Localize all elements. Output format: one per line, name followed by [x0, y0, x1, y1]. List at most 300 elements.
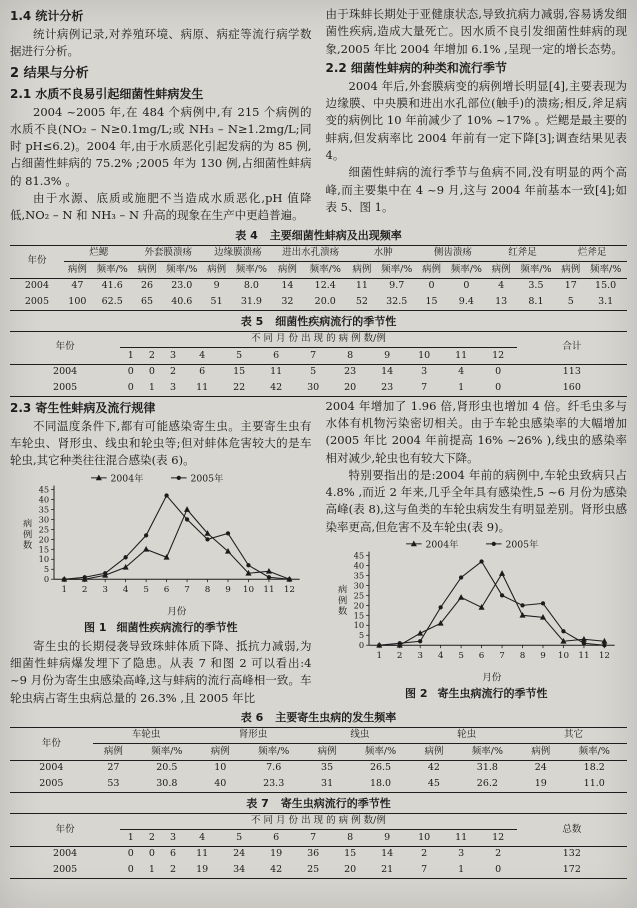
x-tick-label: 1 [376, 650, 383, 661]
value-cell: 0 [463, 280, 470, 292]
sub-column-header: 频率/% [160, 262, 203, 279]
figure1-caption [10, 621, 312, 635]
value-cell: 0 [148, 366, 155, 378]
y-tick-label: 40 [38, 493, 49, 504]
paragraph-2-3-a: 不同温度条件下,都有可能感染寄生虫。主要寄生虫有车轮虫、肾形虫、线虫和轮虫等;但对蚌体危害较大的是车轮虫,其它种类往往混合感染(表 6)。 [10, 418, 312, 468]
paragraph-2-1-a: 2004 ~2005 年,在 484 个病例中,有 215 个病例的水质不良(NO₂ – N≥0.1mg/L;或 NH₃ – N≥1.2mg/L;同时 pH≤6.2)。2004 年,由于水质恶化引起发病的为 85 例,占细菌性蚌病的 75.2% ;2005 年为 130 例,占细菌性蚌病的 81.3% 。 [10, 104, 312, 188]
x-tick-label: 10 [557, 650, 570, 661]
figure2-caption [326, 687, 628, 701]
dot-marker [602, 643, 606, 647]
year-column-header: 年份 [10, 727, 93, 760]
value-cell: 22 [233, 381, 246, 393]
triangle-marker [458, 594, 464, 600]
value-cell: 32 [281, 295, 294, 307]
sub-column-header: 病例 [64, 262, 91, 279]
dot-marker [582, 641, 586, 645]
value-cell: 19 [534, 777, 547, 789]
month-column-header: 7 [295, 348, 332, 365]
dot-marker [561, 629, 565, 633]
value-cell: 25 [307, 863, 320, 875]
value-cell: 2 [495, 848, 502, 860]
table6 [10, 727, 627, 793]
value-cell: 15 [344, 848, 357, 860]
value-cell: 11.0 [583, 777, 605, 789]
group-header-row [10, 245, 627, 262]
y-tick-label: 20 [38, 533, 49, 544]
x-tick-label: 2 [81, 584, 88, 595]
x-tick-label: 2 [396, 650, 403, 661]
value-cell: 1 [148, 381, 155, 393]
value-cell: 6 [199, 366, 206, 378]
month-column-header: 11 [443, 830, 480, 847]
value-cell: 31.8 [476, 762, 498, 774]
month-column-header: 4 [184, 830, 221, 847]
y-tick-label: 20 [353, 600, 365, 611]
group-header: 轮虫 [413, 727, 520, 744]
dot-marker [266, 575, 270, 579]
table6-caption [10, 711, 627, 725]
month-column-header: 12 [480, 830, 517, 847]
section-2-3-heading: 2.3 寄生性蚌病及流行规律 [10, 400, 156, 415]
value-cell: 2 [170, 863, 177, 875]
value-cell: 20.0 [314, 295, 336, 307]
table-row [10, 846, 627, 862]
table4-caption [10, 229, 627, 243]
table5-caption [10, 315, 627, 329]
figure2-caption-title: 寄生虫病流行的季节性 [437, 687, 548, 701]
value-cell: 18.2 [583, 762, 605, 774]
x-tick-label: 3 [101, 584, 108, 595]
triangle-marker [265, 568, 271, 574]
x-tick-label: 11 [578, 650, 590, 661]
table-header [10, 813, 627, 846]
value-cell: 62.5 [101, 295, 123, 307]
value-cell: 1 [148, 863, 155, 875]
dot-marker [492, 542, 496, 546]
x-tick-label: 12 [598, 650, 611, 661]
left-column-middle [10, 398, 312, 707]
sub-column-header: 病例 [557, 262, 584, 279]
y-axis-title: 病 [22, 518, 32, 530]
paragraph-1-4: 统计病例记录,对养殖环境、病原、病症等流行病学数据进行分析。 [10, 27, 312, 59]
value-cell: 11 [196, 381, 209, 393]
sub-header-row [10, 262, 627, 279]
group-header: 红斧足 [488, 245, 558, 262]
sub-column-header: 频率/% [134, 744, 199, 761]
triangle-marker [499, 570, 505, 576]
group-header: 烂鳃 [64, 245, 134, 262]
sub-column-header: 频率/% [241, 744, 306, 761]
x-tick-label: 7 [499, 650, 505, 661]
table6-caption-title: 主要寄生虫病的发生频率 [275, 710, 397, 724]
sub-column-header: 频率/% [515, 262, 558, 279]
paragraph-2-3-b: 寄生虫的长期侵袭导致珠蚌体质下降、抵抗力减弱,为细菌性蚌病爆发埋下了隐患。从表 7 和图 2 可以看出:4 ~9 月份为寄生虫感染高峰,这与蚌病的流行高峰相一致。车轮虫病占寄生虫病总量的 26.3% ,且 2005 年比 [10, 638, 312, 705]
month-column-header: 3 [163, 348, 184, 365]
month-column-header: 5 [221, 348, 258, 365]
year-cell: 2004 [53, 848, 78, 860]
month-column-header: 1 [120, 348, 141, 365]
value-cell: 5 [567, 295, 574, 307]
y-tick-label: 0 [358, 640, 365, 651]
value-cell: 26.2 [476, 777, 498, 789]
table7-caption-label: 表 7 [246, 796, 269, 810]
value-cell: 12.4 [314, 280, 336, 292]
table-row [10, 380, 627, 396]
group-header-row [10, 813, 627, 830]
value-cell: 26.5 [369, 762, 392, 774]
legend-label: 2005年 [189, 472, 223, 484]
table5 [10, 331, 627, 397]
total-cell: 132 [562, 848, 581, 860]
value-cell: 20.5 [156, 762, 178, 774]
sub-column-header: 频率/% [91, 262, 134, 279]
value-cell: 30 [307, 381, 320, 393]
year-cell: 2004 [24, 280, 50, 292]
sub-column-header: 病例 [418, 262, 445, 279]
x-tick-label: 3 [417, 650, 423, 661]
value-cell: 11 [355, 280, 368, 292]
year-cell: 2005 [39, 777, 64, 789]
x-tick-label: 11 [262, 584, 275, 595]
y-axis-title: 数 [22, 539, 32, 551]
value-cell: 3.5 [528, 280, 544, 292]
sub-column-header: 频率/% [445, 262, 488, 279]
group-header-row [10, 727, 627, 744]
x-tick-label: 12 [283, 584, 295, 595]
y-tick-label: 25 [353, 590, 365, 601]
dot-marker [459, 575, 463, 579]
paragraph-2-1-b: 由于水源、底质或施肥不当造成水质恶化,pH 值降低,NO₂ – N 和 NH₃ – N 升高的现象在生产中更趋普遍。 [10, 191, 312, 223]
value-cell: 19 [196, 863, 209, 875]
sub-column-header: 病例 [520, 744, 561, 761]
table5-caption-title: 细菌性疾病流行的季节性 [275, 314, 397, 328]
sub-header-row [10, 744, 627, 761]
x-tick-label: 6 [478, 650, 485, 661]
value-cell: 30.8 [156, 777, 178, 789]
group-header-row [10, 331, 627, 348]
value-cell: 19 [270, 848, 283, 860]
table-row [10, 776, 627, 792]
x-tick-label: 4 [437, 650, 444, 661]
value-cell: 65 [140, 295, 154, 307]
table4 [10, 245, 627, 311]
table4-caption-title: 主要细菌性蚌病及出现频率 [269, 228, 402, 242]
value-cell: 47 [71, 280, 84, 292]
table-row [10, 278, 627, 294]
table-header [10, 331, 627, 364]
sub-column-header: 频率/% [455, 744, 520, 761]
value-cell: 3 [421, 366, 428, 378]
month-column-header: 8 [332, 830, 369, 847]
figure2 [326, 538, 628, 701]
figure2-caption-label: 图 2 [405, 687, 428, 701]
month-column-header: 3 [163, 830, 184, 847]
left-column-top [10, 6, 312, 225]
value-cell: 40 [214, 777, 227, 789]
y-tick-label: 5 [358, 630, 365, 641]
x-tick-label: 5 [458, 650, 464, 661]
right-column-top [326, 6, 628, 225]
value-cell: 0 [127, 366, 134, 378]
triangle-marker [520, 612, 526, 618]
y-tick-label: 15 [353, 610, 365, 621]
table7-caption-title: 寄生虫病流行的季节性 [280, 796, 391, 810]
x-tick-label: 10 [242, 584, 254, 595]
months-group-header: 不 同 月 份 出 现 的 病 例 数/例 [120, 813, 516, 830]
value-cell: 100 [68, 295, 87, 307]
sub-column-header: 病例 [488, 262, 515, 279]
dot-marker [541, 601, 545, 605]
year-cell: 2005 [24, 295, 50, 307]
dot-marker [205, 537, 209, 541]
section-1-4-heading: 1.4 统计分析 [10, 9, 84, 23]
x-tick-label: 9 [540, 650, 546, 661]
y-axis-title: 例 [338, 595, 348, 607]
value-cell: 13 [495, 295, 508, 307]
table4-caption-label: 表 4 [235, 228, 258, 242]
year-cell: 2004 [53, 366, 78, 378]
table-body [10, 278, 627, 310]
table-body [10, 760, 627, 792]
x-tick-label: 1 [60, 584, 67, 595]
value-cell: 42 [270, 381, 283, 393]
legend-label: 2004年 [110, 472, 143, 484]
y-tick-label: 35 [353, 570, 365, 581]
dot-marker [103, 571, 107, 575]
value-cell: 24 [534, 762, 547, 774]
value-cell: 15 [425, 295, 438, 307]
series-line-2005年 [64, 495, 289, 579]
value-cell: 1 [458, 381, 465, 393]
value-cell: 3.1 [598, 295, 614, 307]
dot-marker [176, 475, 180, 479]
table-body [10, 846, 627, 878]
value-cell: 0 [127, 863, 134, 875]
table6-caption-label: 表 6 [240, 710, 264, 724]
value-cell: 2 [421, 848, 428, 860]
value-cell: 8.1 [528, 295, 544, 307]
figure1-caption-label: 图 1 [84, 620, 107, 634]
value-cell: 3 [458, 848, 465, 860]
value-cell: 4 [458, 366, 465, 378]
table7 [10, 813, 627, 879]
sub-column-header: 病例 [93, 744, 134, 761]
x-tick-label: 4 [122, 584, 128, 595]
total-column-header: 总数 [517, 813, 627, 846]
dot-marker [377, 643, 381, 647]
right-column-middle [326, 398, 628, 707]
dot-marker [398, 641, 402, 645]
group-header: 外套膜溃疡 [134, 245, 204, 262]
y-tick-label: 30 [353, 580, 365, 591]
value-cell: 14 [281, 280, 294, 292]
figure2-chart [330, 538, 622, 686]
month-column-header: 12 [480, 348, 517, 365]
month-column-header: 2 [141, 830, 162, 847]
table-header [10, 245, 627, 278]
value-cell: 42 [270, 863, 283, 875]
value-cell: 7 [421, 863, 428, 875]
value-cell: 5 [310, 366, 317, 378]
value-cell: 15.0 [595, 280, 617, 292]
sub-column-header: 病例 [273, 262, 302, 279]
month-column-header: 10 [406, 348, 443, 365]
value-cell: 32.5 [386, 295, 408, 307]
months-group-header: 不 同 月 份 出 现 的 病 例 数/例 [120, 331, 516, 348]
section-2-2-heading: 2.2 细菌性蚌病的种类和流行季节 [325, 60, 507, 75]
value-cell: 31 [321, 777, 334, 789]
x-tick-label: 7 [183, 584, 190, 595]
figure1 [10, 472, 312, 635]
triangle-marker [581, 636, 587, 642]
value-cell: 2 [170, 366, 177, 378]
triangle-marker [411, 541, 417, 547]
y-axis-title: 数 [338, 606, 348, 618]
total-cell: 113 [562, 366, 581, 378]
total-column-header: 合计 [517, 331, 627, 364]
value-cell: 26 [140, 280, 154, 292]
dot-marker [82, 575, 86, 579]
sub-column-header: 频率/% [302, 262, 348, 279]
value-cell: 23 [344, 366, 357, 378]
dot-marker [143, 533, 147, 537]
legend-label: 2005年 [505, 539, 539, 551]
value-cell: 0 [148, 848, 155, 860]
value-cell: 36 [307, 848, 320, 860]
group-header: 进出水孔溃疡 [273, 245, 349, 262]
value-cell: 9.7 [389, 280, 405, 292]
month-column-header: 4 [184, 348, 221, 365]
dot-marker [418, 639, 422, 643]
sub-column-header: 病例 [203, 262, 230, 279]
series-line-2005年 [379, 562, 604, 646]
table-body [10, 364, 627, 396]
value-cell: 4 [498, 280, 505, 292]
y-tick-label: 45 [353, 550, 365, 561]
table7-caption [10, 797, 627, 811]
x-axis-title: 月份 [482, 672, 502, 684]
sub-column-header: 病例 [200, 744, 241, 761]
dot-marker [62, 577, 66, 581]
group-header: 肾形虫 [200, 727, 307, 744]
year-cell: 2005 [53, 381, 78, 393]
value-cell: 52 [355, 295, 368, 307]
value-cell: 51 [210, 295, 223, 307]
y-axis-title: 例 [22, 528, 32, 540]
value-cell: 0 [127, 848, 134, 860]
value-cell: 0 [495, 863, 502, 875]
table-row [10, 364, 627, 380]
value-cell: 18.0 [369, 777, 392, 789]
value-cell: 9 [213, 280, 220, 292]
value-cell: 11 [270, 366, 283, 378]
dot-marker [123, 555, 127, 559]
group-header: 其它 [520, 727, 627, 744]
section-2-heading: 2 结果与分析 [10, 65, 89, 81]
dot-marker [164, 493, 168, 497]
value-cell: 35 [321, 762, 334, 774]
value-cell: 8.0 [243, 280, 259, 292]
y-axis-title: 病 [338, 584, 348, 596]
dot-marker [479, 559, 483, 563]
triangle-marker [184, 506, 190, 512]
dot-marker [225, 531, 229, 535]
paragraph-2-3-c: 特别要指出的是:2004 年前的病例中,车轮虫致病只占 4.8% ,而近 2 年来,几乎全年具有感染性,5 ~6 月份为感染高峰(表 8),这与鱼类的车轮虫病发生有明显差别。肾形虫感染率更高,但危害不及车轮虫(表 9)。 [325, 467, 627, 534]
value-cell: 3 [170, 381, 177, 393]
y-tick-label: 15 [38, 543, 49, 554]
value-cell: 1 [458, 863, 465, 875]
figure1-caption-title: 细菌性疾病流行的季节性 [116, 620, 238, 634]
total-cell: 160 [562, 381, 581, 393]
value-cell: 0 [495, 366, 502, 378]
month-column-header: 10 [406, 830, 443, 847]
group-header: 边缘膜溃疡 [203, 245, 273, 262]
group-header: 线虫 [306, 727, 413, 744]
paragraph-2-3-cont: 2004 年增加了 1.96 倍,肾形虫也增加 4 倍。纤毛虫多与水体有机物污染密切相关。由于车轮虫感染率的大幅增加(2005 年比 2004 年前提高 16% ~26% ),线虫的感染率相对减少,轮虫也有较大下降。 [325, 398, 627, 465]
middle-columns [10, 398, 627, 707]
value-cell: 41.6 [101, 280, 123, 292]
figure1-chart [15, 472, 307, 620]
year-column-header: 年份 [10, 331, 120, 364]
value-cell: 24 [233, 848, 246, 860]
top-columns [10, 6, 627, 225]
legend-label: 2004年 [425, 539, 459, 551]
year-cell: 2005 [53, 863, 78, 875]
value-cell: 6 [170, 848, 177, 860]
dot-marker [500, 593, 504, 597]
value-cell: 0 [428, 280, 435, 292]
y-tick-label: 35 [38, 503, 49, 514]
value-cell: 40.6 [171, 295, 193, 307]
value-cell: 17 [564, 280, 577, 292]
y-tick-label: 30 [38, 513, 49, 524]
total-cell: 172 [562, 863, 581, 875]
month-column-header: 5 [221, 830, 258, 847]
value-cell: 0 [495, 381, 502, 393]
value-cell: 23.0 [171, 280, 193, 292]
month-column-header: 9 [369, 348, 406, 365]
series-line-2004年 [64, 509, 289, 579]
y-tick-label: 5 [43, 563, 49, 574]
paragraph-2-2-b: 细菌性蚌病的流行季节与鱼病不同,没有明显的两个高峰,而主要集中在 4 ~9 月,这与 2004 年前基本一致[4];如表 5、图 1。 [325, 165, 627, 214]
value-cell: 10 [214, 762, 227, 774]
year-column-header: 年份 [10, 813, 120, 846]
month-column-header: 1 [120, 830, 141, 847]
value-cell: 45 [427, 777, 440, 789]
month-column-header: 2 [141, 348, 162, 365]
value-cell: 14 [381, 366, 394, 378]
series-line-2004年 [379, 574, 604, 646]
paragraph-continuation: 由于珠蚌长期处于亚健康状态,导致抗病力减弱,容易诱发细菌性疾病,造成大量死亡。因水质不良引发细菌性蚌病的现象,2005 年比 2004 年增加 6.1% ,呈现一定的增长态势。 [325, 7, 627, 56]
month-column-header: 6 [258, 830, 295, 847]
value-cell: 7 [421, 381, 428, 393]
sub-column-header: 频率/% [584, 262, 627, 279]
table5-caption-label: 表 5 [240, 314, 264, 328]
value-cell: 23.3 [263, 777, 285, 789]
dot-marker [184, 517, 188, 521]
value-cell: 14 [381, 848, 394, 860]
sub-column-header: 频率/% [375, 262, 418, 279]
dot-marker [520, 603, 524, 607]
table-row [10, 862, 627, 878]
triangle-marker [143, 546, 149, 552]
group-header: 水肿 [348, 245, 418, 262]
value-cell: 11 [196, 848, 209, 860]
x-axis-title: 月份 [166, 605, 187, 617]
value-cell: 0 [127, 381, 134, 393]
section-2-1-heading: 2.1 水质不良易引起细菌性蚌病发生 [10, 86, 204, 101]
dot-marker [287, 577, 291, 581]
